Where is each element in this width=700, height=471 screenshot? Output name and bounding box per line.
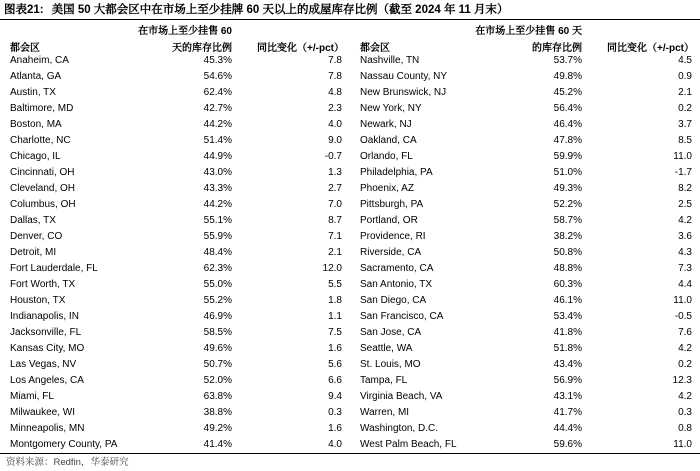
table-row	[0, 197, 350, 213]
cell-city: Columbus, OH	[10, 199, 76, 210]
cell-share: 51.4%	[203, 135, 232, 146]
source-note: 资料来源：Redfin，华泰研究	[6, 457, 129, 468]
cell-city: Montgomery County, PA	[10, 439, 118, 450]
table-row	[0, 101, 350, 117]
cell-yoy: 4.2	[678, 215, 692, 226]
cell-city: Houston, TX	[10, 295, 66, 306]
table-row	[0, 69, 350, 85]
table-row	[0, 117, 350, 133]
cell-city: San Diego, CA	[360, 295, 427, 306]
table-row	[0, 133, 350, 149]
cell-city: Dallas, TX	[10, 215, 56, 226]
cell-city: Tampa, FL	[360, 375, 408, 386]
cell-yoy: 7.3	[678, 263, 692, 274]
cell-share: 49.6%	[203, 343, 232, 354]
cell-share: 46.9%	[203, 311, 232, 322]
cell-yoy: 5.5	[328, 279, 342, 290]
table-body-left	[0, 53, 350, 453]
cell-share: 54.6%	[203, 71, 232, 82]
cell-share: 44.2%	[203, 119, 232, 130]
cell-share: 49.8%	[553, 71, 582, 82]
cell-share: 51.8%	[553, 343, 582, 354]
table-row	[0, 149, 350, 165]
table-row	[350, 357, 700, 373]
cell-yoy: 2.1	[328, 247, 342, 258]
cell-yoy: 7.6	[678, 327, 692, 338]
table-row	[350, 117, 700, 133]
table-row	[0, 261, 350, 277]
table-row	[0, 325, 350, 341]
cell-yoy: 4.4	[678, 279, 692, 290]
figure-label: 图表21:	[4, 4, 44, 16]
cell-yoy: 4.0	[328, 119, 342, 130]
cell-city: Minneapolis, MN	[10, 423, 85, 434]
cell-city: Baltimore, MD	[10, 103, 74, 114]
cell-city: St. Louis, MO	[360, 359, 421, 370]
table-row	[350, 133, 700, 149]
cell-city: Kansas City, MO	[10, 343, 85, 354]
cell-share: 55.0%	[203, 279, 232, 290]
cell-city: Anaheim, CA	[10, 55, 69, 66]
table-row	[350, 309, 700, 325]
table-row	[350, 69, 700, 85]
cell-yoy: 12.0	[322, 263, 342, 274]
cell-city: Portland, OR	[360, 215, 418, 226]
cell-city: San Francisco, CA	[360, 311, 444, 322]
cell-share: 63.8%	[203, 391, 232, 402]
header-city: 都会区	[360, 43, 390, 54]
cell-share: 55.9%	[203, 231, 232, 242]
cell-share: 59.9%	[553, 151, 582, 162]
table-row	[0, 245, 350, 261]
header-yoy: 同比变化（+/-pct）	[257, 43, 344, 54]
table-row	[350, 389, 700, 405]
cell-share: 43.0%	[203, 167, 232, 178]
cell-share: 41.8%	[553, 327, 582, 338]
table-row	[0, 373, 350, 389]
cell-share: 51.0%	[553, 167, 582, 178]
table-row	[0, 341, 350, 357]
cell-yoy: 8.5	[678, 135, 692, 146]
cell-city: Denver, CO	[10, 231, 63, 242]
table-row	[350, 149, 700, 165]
cell-city: Austin, TX	[10, 87, 56, 98]
cell-city: San Antonio, TX	[360, 279, 433, 290]
cell-city: Riverside, CA	[360, 247, 422, 258]
cell-yoy: 11.0	[673, 439, 692, 450]
cell-yoy: 0.2	[678, 359, 692, 370]
table-row	[350, 437, 700, 453]
cell-share: 53.4%	[553, 311, 582, 322]
cell-city: Virginia Beach, VA	[360, 391, 443, 402]
cell-share: 43.3%	[203, 183, 232, 194]
table-row	[0, 165, 350, 181]
table-row	[350, 165, 700, 181]
cell-yoy: 1.1	[328, 311, 342, 322]
cell-share: 44.9%	[203, 151, 232, 162]
cell-yoy: 5.6	[328, 359, 342, 370]
cell-city: San Jose, CA	[360, 327, 422, 338]
table-row	[350, 293, 700, 309]
cell-city: Chicago, IL	[10, 151, 61, 162]
cell-city: Fort Lauderdale, FL	[10, 263, 98, 274]
cell-city: Jacksonville, FL	[10, 327, 82, 338]
cell-share: 56.4%	[553, 103, 582, 114]
cell-share: 55.1%	[203, 215, 232, 226]
header-share-line2: 的库存比例	[532, 43, 582, 54]
cell-yoy: 0.2	[678, 103, 692, 114]
cell-city: Milwaukee, WI	[10, 407, 76, 418]
cell-city: Cincinnati, OH	[10, 167, 75, 178]
cell-yoy: 7.5	[328, 327, 342, 338]
cell-share: 59.6%	[553, 439, 582, 450]
cell-city: Warren, MI	[360, 407, 410, 418]
header-share-line2: 天的库存比例	[172, 43, 232, 54]
table-row	[0, 229, 350, 245]
cell-yoy: 4.2	[678, 343, 692, 354]
table-right-half	[350, 20, 700, 453]
bottom-rule	[0, 453, 700, 454]
cell-city: Boston, MA	[10, 119, 62, 130]
cell-share: 58.7%	[553, 215, 582, 226]
cell-share: 62.4%	[203, 87, 232, 98]
table-row	[0, 405, 350, 421]
cell-share: 56.9%	[553, 375, 582, 386]
cell-yoy: 7.0	[328, 199, 342, 210]
table-row	[350, 101, 700, 117]
cell-share: 60.3%	[553, 279, 582, 290]
cell-city: West Palm Beach, FL	[360, 439, 457, 450]
table-row	[350, 277, 700, 293]
cell-city: Seattle, WA	[360, 343, 413, 354]
cell-city: Oakland, CA	[360, 135, 417, 146]
cell-yoy: 7.8	[328, 71, 342, 82]
cell-city: Las Vegas, NV	[10, 359, 77, 370]
cell-yoy: 0.8	[678, 423, 692, 434]
table-row	[0, 309, 350, 325]
cell-city: Miami, FL	[10, 391, 54, 402]
cell-share: 50.7%	[203, 359, 232, 370]
cell-city: Detroit, MI	[10, 247, 57, 258]
table-row	[350, 213, 700, 229]
cell-city: Fort Worth, TX	[10, 279, 76, 290]
cell-share: 53.7%	[553, 55, 582, 66]
cell-yoy: 8.2	[678, 183, 692, 194]
header-share-line1: 在市场上至少挂售 60	[138, 26, 232, 37]
table-row	[350, 181, 700, 197]
cell-yoy: 0.3	[328, 407, 342, 418]
table-body-right	[350, 53, 700, 453]
cell-city: Philadelphia, PA	[360, 167, 433, 178]
cell-yoy: 3.6	[678, 231, 692, 242]
table-header-right	[350, 20, 700, 53]
cell-share: 52.2%	[553, 199, 582, 210]
cell-yoy: 7.8	[328, 55, 342, 66]
table-row	[350, 53, 700, 69]
cell-yoy: 2.5	[678, 199, 692, 210]
cell-yoy: 2.7	[328, 183, 342, 194]
table-row	[350, 197, 700, 213]
cell-share: 38.2%	[553, 231, 582, 242]
cell-yoy: 6.6	[328, 375, 342, 386]
cell-city: Los Angeles, CA	[10, 375, 84, 386]
cell-yoy: 1.6	[328, 343, 342, 354]
cell-yoy: 4.0	[328, 439, 342, 450]
cell-yoy: 8.7	[328, 215, 342, 226]
cell-yoy: 0.9	[678, 71, 692, 82]
cell-yoy: -0.5	[674, 311, 692, 322]
table-row	[0, 357, 350, 373]
cell-city: Phoenix, AZ	[360, 183, 414, 194]
table-row	[350, 261, 700, 277]
table-row	[0, 213, 350, 229]
cell-share: 46.4%	[553, 119, 582, 130]
cell-yoy: 2.3	[328, 103, 342, 114]
cell-share: 49.3%	[553, 183, 582, 194]
table-row	[0, 437, 350, 453]
header-yoy: 同比变化（+/-pct）	[607, 43, 694, 54]
cell-city: Orlando, FL	[360, 151, 413, 162]
table-row	[350, 229, 700, 245]
cell-share: 47.8%	[553, 135, 582, 146]
table-row	[350, 85, 700, 101]
table-left-half	[0, 20, 350, 453]
cell-share: 44.2%	[203, 199, 232, 210]
cell-city: Pittsburgh, PA	[360, 199, 424, 210]
cell-city: Nassau County, NY	[360, 71, 448, 82]
cell-yoy: 0.3	[678, 407, 692, 418]
cell-yoy: 1.8	[328, 295, 342, 306]
cell-city: Sacramento, CA	[360, 263, 434, 274]
cell-yoy: 1.3	[328, 167, 342, 178]
header-share-line1: 在市场上至少挂售 60 天	[475, 26, 582, 37]
cell-yoy: 4.5	[678, 55, 692, 66]
table-row	[0, 389, 350, 405]
cell-share: 49.2%	[203, 423, 232, 434]
cell-share: 48.4%	[203, 247, 232, 258]
cell-city: New York, NY	[360, 103, 422, 114]
cell-share: 43.1%	[553, 391, 582, 402]
cell-share: 43.4%	[553, 359, 582, 370]
cell-share: 42.7%	[203, 103, 232, 114]
cell-city: New Brunswick, NJ	[360, 87, 447, 98]
cell-yoy: 3.7	[678, 119, 692, 130]
cell-yoy: 4.3	[678, 247, 692, 258]
cell-yoy: 2.1	[678, 87, 692, 98]
cell-yoy: -1.7	[674, 167, 692, 178]
table-row	[0, 181, 350, 197]
cell-share: 38.8%	[203, 407, 232, 418]
cell-share: 45.3%	[203, 55, 232, 66]
cell-yoy: 7.1	[328, 231, 342, 242]
cell-share: 45.2%	[553, 87, 582, 98]
table-row	[0, 53, 350, 69]
cell-city: Charlotte, NC	[10, 135, 71, 146]
figure-title	[4, 2, 509, 18]
cell-city: Newark, NJ	[360, 119, 412, 130]
cell-city: Indianapolis, IN	[10, 311, 79, 322]
cell-share: 50.8%	[553, 247, 582, 258]
cell-yoy: 4.8	[328, 87, 342, 98]
cell-yoy: 1.6	[328, 423, 342, 434]
table-row	[0, 421, 350, 437]
cell-share: 46.1%	[553, 295, 582, 306]
cell-share: 52.0%	[203, 375, 232, 386]
table-row	[350, 373, 700, 389]
header-city: 都会区	[10, 43, 40, 54]
cell-yoy: 9.0	[328, 135, 342, 146]
cell-yoy: 11.0	[673, 295, 692, 306]
cell-share: 58.5%	[203, 327, 232, 338]
cell-share: 41.7%	[553, 407, 582, 418]
table-row	[350, 421, 700, 437]
cell-share: 55.2%	[203, 295, 232, 306]
cell-share: 48.8%	[553, 263, 582, 274]
figure-title-text: 美国 50 大都会区中在市场上至少挂牌 60 天以上的成屋库存比例（截至 2024 年 11 月末）	[51, 4, 509, 16]
table-row	[350, 245, 700, 261]
table-row	[350, 341, 700, 357]
cell-city: Atlanta, GA	[10, 71, 62, 82]
table-row	[0, 277, 350, 293]
table-row	[350, 405, 700, 421]
cell-city: Washington, D.C.	[360, 423, 438, 434]
table-row	[350, 325, 700, 341]
cell-yoy: 12.3	[672, 375, 692, 386]
cell-yoy: 11.0	[673, 151, 692, 162]
cell-share: 41.4%	[203, 439, 232, 450]
cell-city: Nashville, TN	[360, 55, 420, 66]
cell-yoy: 9.4	[328, 391, 342, 402]
cell-yoy: -0.7	[324, 151, 342, 162]
table-header-left	[0, 20, 350, 53]
cell-city: Providence, RI	[360, 231, 426, 242]
table-row	[0, 293, 350, 309]
cell-yoy: 4.2	[678, 391, 692, 402]
table-row	[0, 85, 350, 101]
cell-share: 44.4%	[553, 423, 582, 434]
cell-share: 62.3%	[203, 263, 232, 274]
cell-city: Cleveland, OH	[10, 183, 76, 194]
